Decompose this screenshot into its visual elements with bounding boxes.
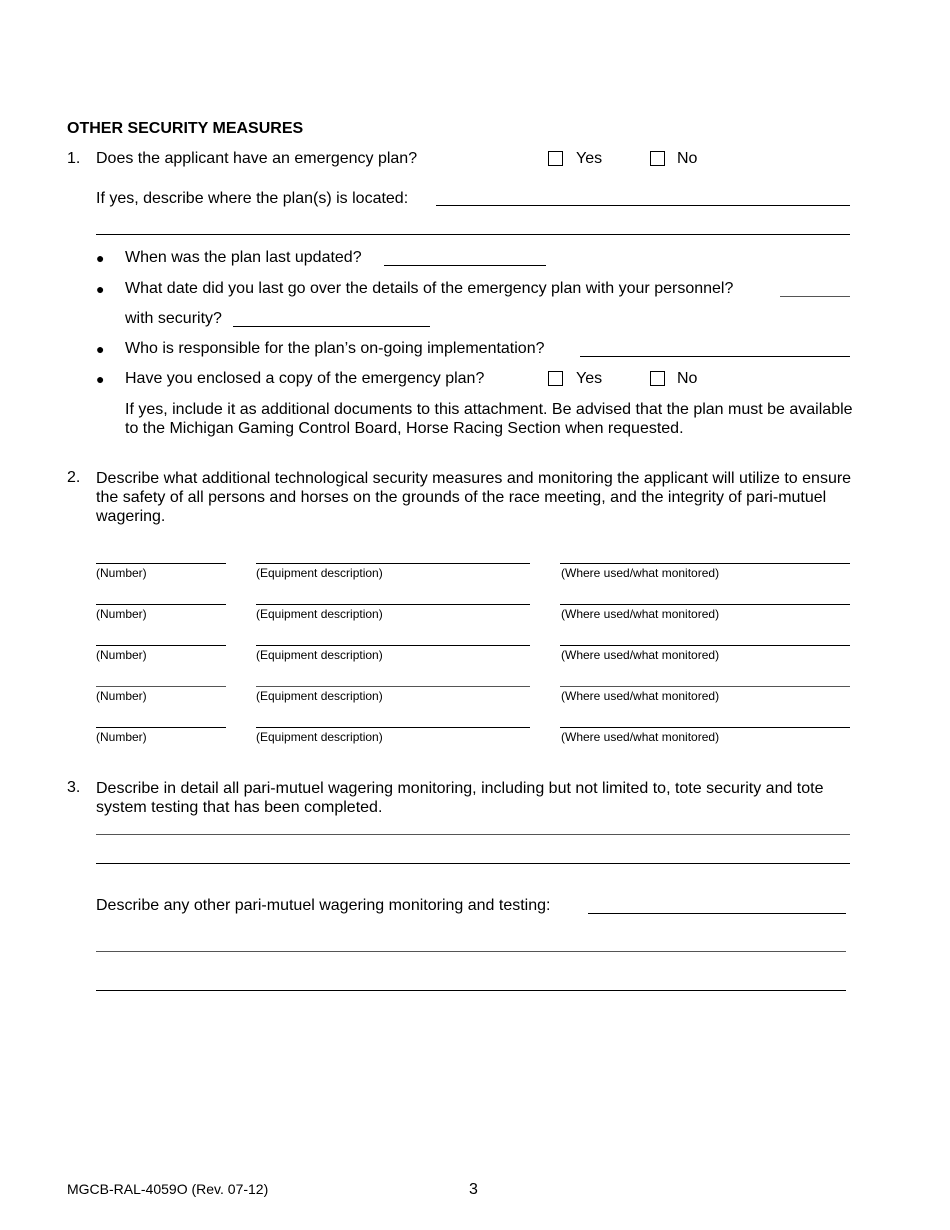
q3-text: Describe in detail all pari-mutuel wagering monitoring, including but not limited to, tote security and tote system testing that has been completed. xyxy=(96,780,824,816)
where-used-field[interactable] xyxy=(560,727,850,728)
plan-location-field[interactable] xyxy=(436,205,850,206)
q2-text: Describe what additional technological security measures and monitoring the applicant will utilize to ensure the safety of all persons and horses on the grounds of the race meeting, and the integrity of pari-mutuel wagering. xyxy=(96,470,852,525)
enclosed-label: Have you enclosed a copy of the emergency plan? xyxy=(125,370,485,387)
q1-no-label: No xyxy=(677,150,698,167)
equipment-caption: (Equipment description) xyxy=(256,566,383,580)
bullet-icon: ● xyxy=(96,281,105,297)
number-field[interactable] xyxy=(96,645,226,646)
enclosed-yes-checkbox[interactable] xyxy=(548,371,563,386)
equipment-caption: (Equipment description) xyxy=(256,730,383,744)
number-caption: (Number) xyxy=(96,730,147,744)
q1-question: Does the applicant have an emergency plan? xyxy=(96,150,418,167)
where-used-field[interactable] xyxy=(560,604,850,605)
equipment-caption: (Equipment description) xyxy=(256,689,383,703)
responsible-label: Who is responsible for the plan’s on-going implementation? xyxy=(125,340,545,357)
plan-updated-field[interactable] xyxy=(384,265,546,266)
enclosed-no-checkbox[interactable] xyxy=(650,371,665,386)
number-field[interactable] xyxy=(96,727,226,728)
q3-number: 3. xyxy=(67,779,81,796)
tote-monitoring-field-line2[interactable] xyxy=(96,863,850,864)
number-field[interactable] xyxy=(96,686,226,687)
security-review-label: with security? xyxy=(125,310,222,327)
q1-yes-checkbox[interactable] xyxy=(548,151,563,166)
other-monitoring-field[interactable] xyxy=(588,913,846,914)
section-title: OTHER SECURITY MEASURES xyxy=(67,120,304,137)
bullet-icon: ● xyxy=(96,250,105,266)
equipment-field[interactable] xyxy=(256,727,530,728)
other-monitoring-field-line3[interactable] xyxy=(96,990,846,991)
equipment-field[interactable] xyxy=(256,645,530,646)
personnel-review-label: What date did you last go over the details of the emergency plan with your personnel? xyxy=(125,280,734,297)
where-used-caption: (Where used/what monitored) xyxy=(561,730,720,744)
where-used-field[interactable] xyxy=(560,686,850,687)
where-used-caption: (Where used/what monitored) xyxy=(561,566,720,580)
number-field[interactable] xyxy=(96,563,226,564)
q1-yes-label: Yes xyxy=(576,150,603,167)
number-caption: (Number) xyxy=(96,566,147,580)
where-used-field[interactable] xyxy=(560,563,850,564)
q1-number: 1. xyxy=(67,150,81,167)
personnel-review-field[interactable] xyxy=(780,296,850,297)
equipment-caption: (Equipment description) xyxy=(256,607,383,621)
number-caption: (Number) xyxy=(96,689,147,703)
responsible-field[interactable] xyxy=(580,356,850,357)
other-monitoring-label: Describe any other pari-mutuel wagering monitoring and testing: xyxy=(96,897,551,914)
tote-monitoring-field[interactable] xyxy=(96,834,850,835)
plan-location-label: If yes, describe where the plan(s) is located: xyxy=(96,190,409,207)
plan-updated-label: When was the plan last updated? xyxy=(125,249,362,266)
number-field[interactable] xyxy=(96,604,226,605)
equipment-caption: (Equipment description) xyxy=(256,648,383,662)
equipment-field[interactable] xyxy=(256,563,530,564)
where-used-caption: (Where used/what monitored) xyxy=(561,648,720,662)
enclosed-yes-label: Yes xyxy=(576,370,603,387)
where-used-caption: (Where used/what monitored) xyxy=(561,607,720,621)
where-used-caption: (Where used/what monitored) xyxy=(561,689,720,703)
bullet-icon: ● xyxy=(96,341,105,357)
page-number: 3 xyxy=(469,1181,478,1198)
number-caption: (Number) xyxy=(96,648,147,662)
plan-note: If yes, include it as additional documents to this attachment. Be advised that the plan must be available to the Michigan Gaming Control Board, Horse Racing Section when requested. xyxy=(125,401,853,437)
equipment-field[interactable] xyxy=(256,686,530,687)
plan-location-field-line2[interactable] xyxy=(96,234,850,235)
enclosed-no-label: No xyxy=(677,370,698,387)
other-monitoring-field-line2[interactable] xyxy=(96,951,846,952)
number-caption: (Number) xyxy=(96,607,147,621)
q2-number: 2. xyxy=(67,469,81,486)
equipment-field[interactable] xyxy=(256,604,530,605)
where-used-field[interactable] xyxy=(560,645,850,646)
bullet-icon: ● xyxy=(96,371,105,387)
security-review-field[interactable] xyxy=(233,326,430,327)
q1-no-checkbox[interactable] xyxy=(650,151,665,166)
form-id: MGCB-RAL-4059O (Rev. 07-12) xyxy=(67,1181,269,1197)
